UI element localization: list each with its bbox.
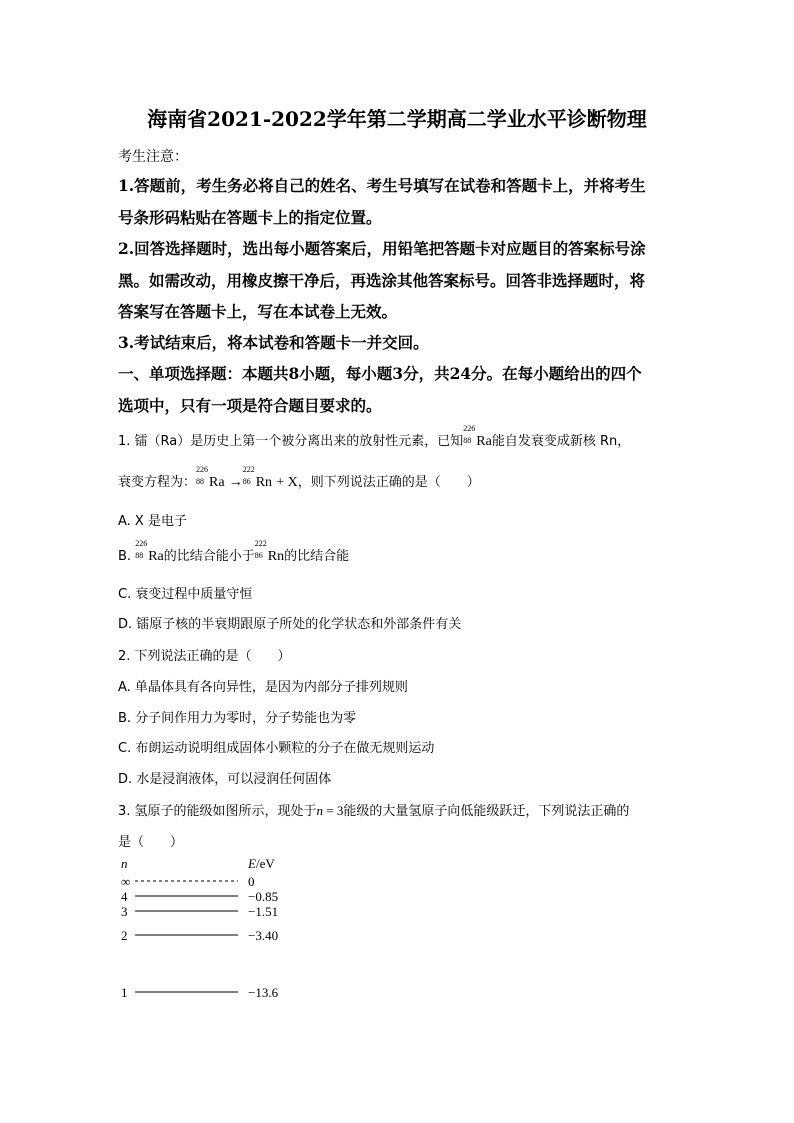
optb-ra-symbol: Ra xyxy=(148,548,164,564)
q1-eq-suffix: ，则下列说法正确的是（ ） xyxy=(297,475,480,490)
eq-rn-symbol: Rn xyxy=(255,474,273,490)
q1-option-b-mid: 的比结合能小于 xyxy=(163,549,255,564)
q1-option-d: D. 镭原子核的半衰期跟原子所处的化学状态和外部条件有关 xyxy=(118,617,462,632)
level-n-label-4: 1 xyxy=(121,985,128,1000)
section-heading-line-2: 选项中，只有一项是符合题目要求的。 xyxy=(118,396,382,415)
q1-stem-line-2 xyxy=(118,464,480,491)
optb-ra-nuclide xyxy=(135,538,164,565)
diagram-e-symbol: E xyxy=(248,856,256,871)
diagram-energy-label xyxy=(247,856,275,871)
eq-ra-symbol: Ra xyxy=(209,474,225,490)
level-n-label-0: ∞ xyxy=(121,874,131,889)
level-n-label-2: 3 xyxy=(121,904,128,919)
energy-level-diagram xyxy=(110,852,310,1012)
notice-line-6: 3.考试结束后，将本试卷和答题卡一并交回。 xyxy=(118,333,429,352)
eq-ra-nuclide xyxy=(196,464,225,491)
q3-n-value: = 3 xyxy=(323,803,344,818)
q2-option-a: A. 单晶体具有各向异性，是因为内部分子排列规则 xyxy=(118,680,408,695)
level-energy-label-2: −1.51 xyxy=(248,904,279,919)
diagram-n-label: n xyxy=(121,856,128,871)
q1-stem-text-a: 1. 镭（Ra）是历史上第一个被分离出来的放射性元素，已知 xyxy=(118,434,464,449)
optb-rn-mass: 222 xyxy=(254,538,267,548)
eq-plus-x: + X xyxy=(276,475,298,490)
eq-rn-charge: 86 xyxy=(242,476,251,486)
notice-line-5: 答案写在答题卡上，写在本试卷上无效。 xyxy=(118,302,398,321)
q1-option-b xyxy=(118,538,350,565)
level-n-label-3: 2 xyxy=(121,928,128,943)
notice-line-1: 1.答题前，考生务必将自己的姓名、考生号填写在试卷和答题卡上，并将考生 xyxy=(118,176,646,195)
notice-line-2: 号条形码粘贴在答题卡上的指定位置。 xyxy=(118,208,382,227)
notice-line-4: 黑。如需改动，用橡皮擦干净后，再选涂其他答案标号。回答非选择题时，将 xyxy=(118,271,646,290)
ra-symbol: Ra xyxy=(476,433,492,449)
notice-line-3: 2.回答选择题时，选出每小题答案后，用铅笔把答题卡对应题目的答案标号涂 xyxy=(118,239,646,258)
level-energy-label-1: −0.85 xyxy=(248,889,279,904)
q1-option-c: C. 衰变过程中质量守恒 xyxy=(118,587,253,602)
optb-ra-mass: 226 xyxy=(135,538,148,548)
q3-stem-line-2: 是（ ） xyxy=(118,835,184,850)
q2-option-c: C. 布朗运动说明组成固体小颗粒的分子在做无规则运动 xyxy=(118,741,435,756)
q1-stem-text-b: 能自发衰变成新核 Rn， xyxy=(491,434,631,449)
optb-ra-charge: 88 xyxy=(135,550,144,560)
eq-ra-mass: 226 xyxy=(196,464,209,474)
optb-rn-nuclide xyxy=(254,538,285,565)
ra-charge: 88 xyxy=(463,435,472,445)
q2-option-d: D. 水是浸润液体，可以浸润任何固体 xyxy=(118,772,332,787)
level-energy-label-3: −3.40 xyxy=(248,928,279,943)
level-energy-label-4: −13.6 xyxy=(248,985,279,1000)
q2-option-b: B. 分子间作用力为零时，分子势能也为零 xyxy=(118,711,357,726)
q1-option-b-label: B. xyxy=(118,549,132,564)
q3-stem-text-a: 3. 氢原子的能级如图所示，现处于 xyxy=(118,804,317,819)
ra-mass: 226 xyxy=(463,423,476,433)
q1-stem-line-1 xyxy=(118,423,631,450)
optb-rn-charge: 86 xyxy=(254,550,263,560)
page-title: 海南省2021-2022学年第二学期高二学业水平诊断物理 xyxy=(147,107,647,131)
q3-stem-line-1 xyxy=(118,800,629,819)
q3-stem-text-b: 能级的大量氢原子向低能级跃迁，下列说法正确的 xyxy=(343,804,630,819)
q1-eq-prefix: 衰变方程为： xyxy=(118,475,197,490)
ra-nuclide xyxy=(463,423,492,450)
arrow-icon: → xyxy=(228,475,243,490)
eq-rn-mass: 222 xyxy=(242,464,255,474)
level-n-label-1: 4 xyxy=(121,889,128,904)
level-energy-label-0: 0 xyxy=(248,874,255,889)
section-heading-line-1: 一、单项选择题：本题共8小题，每小题3分，共24分。在每小题给出的四个 xyxy=(118,364,642,383)
notice-heading: 考生注意： xyxy=(118,149,188,165)
q3-n-symbol: n xyxy=(316,803,324,818)
diagram-e-unit: /eV xyxy=(255,856,275,871)
eq-rn-nuclide xyxy=(242,464,273,491)
q2-stem: 2. 下列说法正确的是（ ） xyxy=(118,649,291,664)
energy-levels xyxy=(121,874,279,1000)
q1-option-a: A. X 是电子 xyxy=(118,514,187,529)
q1-option-b-suffix: 的比结合能 xyxy=(284,549,350,564)
optb-rn-symbol: Rn xyxy=(267,548,285,564)
eq-ra-charge: 88 xyxy=(196,476,205,486)
